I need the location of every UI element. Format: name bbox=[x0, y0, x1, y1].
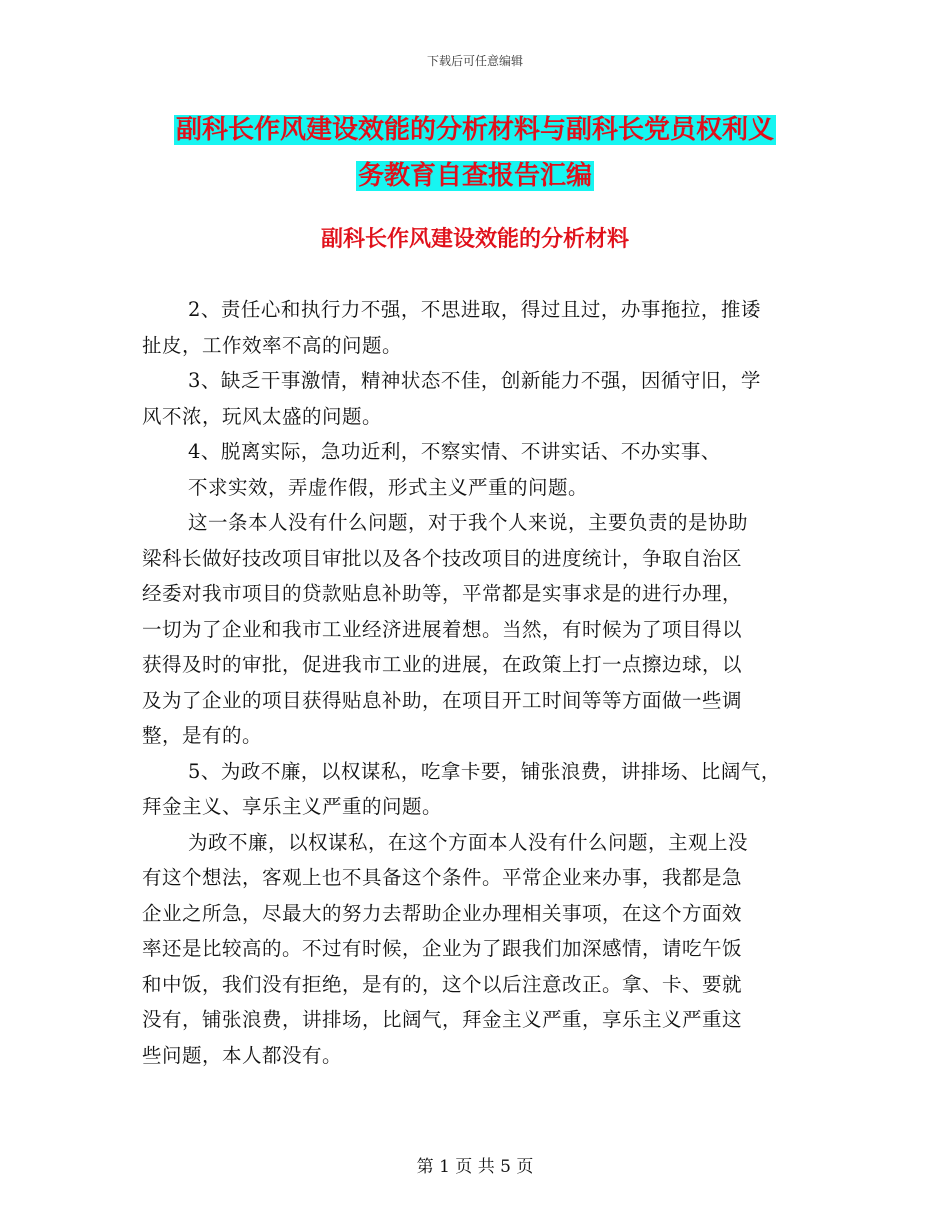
document-title-line-1 bbox=[0, 112, 950, 148]
text-line: 风不浓，玩风太盛的问题。 bbox=[142, 404, 383, 428]
text-line: 及为了企业的项目获得贴息补助，在项目开工时间等等方面做一些调 bbox=[142, 688, 743, 712]
text-line: 企业之所急，尽最大的努力去帮助企业办理相关事项，在这个方面效 bbox=[142, 901, 743, 925]
text-line: 梁科长做好技改项目审批以及各个技改项目的进度统计，争取自治区 bbox=[142, 546, 743, 570]
text-line: 拜金主义、享乐主义严重的问题。 bbox=[142, 795, 443, 818]
title-highlight-2: 务教育自查报告汇编 bbox=[357, 161, 592, 191]
text-line: 为政不廉，以权谋私，在这个方面本人没有什么问题，主观上没 bbox=[188, 830, 749, 854]
text-line: 和中饭，我们没有拒绝，是有的，这个以后注意改正。拿、卡、要就 bbox=[142, 972, 743, 996]
text-line: 有这个想法，客观上也不具备这个条件。平常企业来办事，我都是急 bbox=[142, 866, 743, 889]
text-line: 没有，铺张浪费，讲排场，比阔气，拜金主义严重，享乐主义严重这 bbox=[142, 1008, 743, 1031]
text-line: 4、脱离实际，急功近利，不察实情、不讲实话、不办实事、 bbox=[188, 440, 721, 463]
text-line: 获得及时的审批，促进我市工业的进展，在政策上打一点擦边球，以 bbox=[142, 653, 743, 676]
text-line: 扯皮，工作效率不高的问题。 bbox=[142, 333, 403, 357]
text-line: 不求实效，弄虚作假，形式主义严重的问题。 bbox=[188, 475, 589, 499]
text-line: 2、责任心和执行力不强，不思进取，得过且过，办事拖拉，推诿 bbox=[188, 298, 761, 321]
document-title-line-2 bbox=[0, 158, 950, 194]
page-number: 第 1 页 共 5 页 bbox=[416, 1157, 534, 1177]
text-line: 3、缺乏干事激情，精神状态不佳，创新能力不强，因循守旧，学 bbox=[188, 369, 761, 392]
text-line: 率还是比较高的。不过有时候，企业为了跟我们加深感情，请吃午饭 bbox=[142, 937, 743, 960]
text-line: 这一条本人没有什么问题，对于我个人来说，主要负责的是协助 bbox=[188, 511, 749, 534]
text-line: 经委对我市项目的贷款贴息补助等，平常都是实事求是的进行办理， bbox=[142, 582, 743, 605]
text-line: 些问题，本人都没有。 bbox=[142, 1043, 343, 1067]
page-header-note: 下载后可任意编辑 bbox=[426, 54, 523, 68]
text-line: 整，是有的。 bbox=[142, 724, 263, 747]
title-highlight-1: 副科长作风建设效能的分析材料与副科长党员权利义 bbox=[175, 115, 774, 145]
text-line: 5、为政不廉，以权谋私，吃拿卡要，铺张浪费，讲排场、比阔气， bbox=[188, 759, 781, 783]
section-title: 副科长作风建设效能的分析材料 bbox=[320, 227, 629, 252]
body-text bbox=[142, 292, 812, 1073]
text-line: 一切为了企业和我市工业经济进展着想。当然，有时候为了项目得以 bbox=[142, 617, 743, 641]
